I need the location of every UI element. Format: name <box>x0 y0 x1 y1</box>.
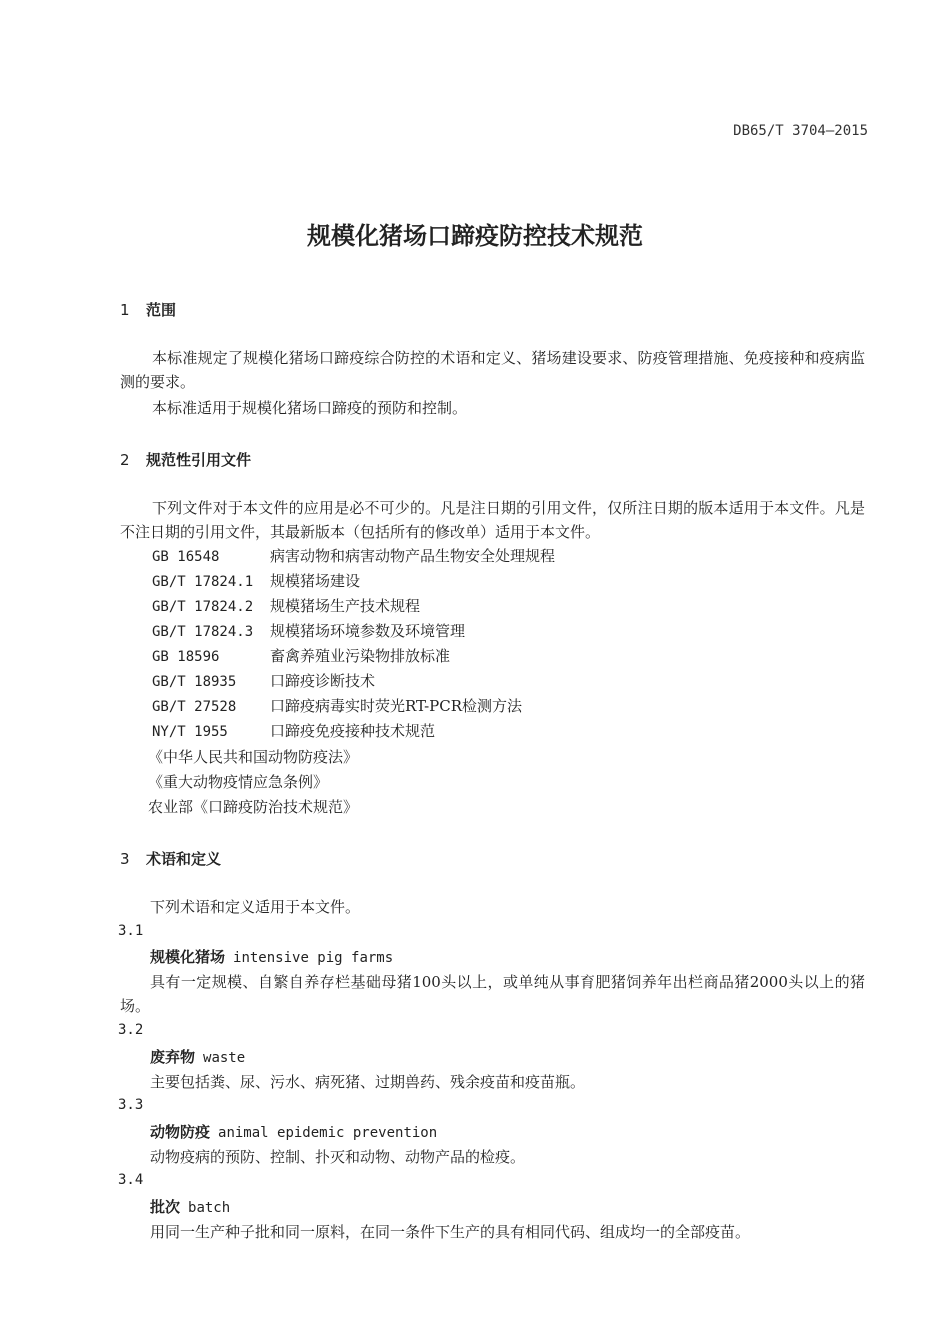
term-name <box>150 946 393 967</box>
section-3-intro: 下列术语和定义适用于本文件。 <box>150 898 361 916</box>
section-1-paragraph-1: 本标准规定了规模化猪场口蹄疫综合防控的术语和定义、猪场建设要求、防疫管理措施、免疫接种和疫病监测的要求。 <box>120 349 865 391</box>
term-name-en: batch <box>188 1200 231 1216</box>
section-1-paragraph-2: 本标准适用于规模化猪场口蹄疫的预防和控制。 <box>152 399 468 417</box>
reference-list <box>152 544 555 744</box>
reference-item <box>152 544 555 569</box>
reference-code: GB/T 27528 <box>152 699 237 715</box>
term-number: 3.2 <box>118 1022 144 1038</box>
reference-title: 规模猪场生产技术规程 <box>270 597 421 615</box>
term-name-cn: 规模化猪场 <box>150 948 226 966</box>
section-title: 规范性引用文件 <box>146 451 252 469</box>
regulation-item: 《重大动物疫情应急条例》 <box>148 773 329 791</box>
reference-item <box>152 644 555 669</box>
reference-title: 口蹄疫免疫接种技术规范 <box>270 722 436 740</box>
section-title: 范围 <box>146 301 177 319</box>
regulation-item: 农业部《口蹄疫防治技术规范》 <box>148 798 359 816</box>
reference-title: 口蹄疫病毒实时荧光RT-PCR检测方法 <box>270 697 523 715</box>
reference-item <box>152 669 555 694</box>
section-number: 3 <box>120 850 130 868</box>
term-name-cn: 动物防疫 <box>150 1123 211 1141</box>
reference-title: 规模猪场建设 <box>270 572 361 590</box>
reference-code: GB/T 17824.2 <box>152 599 254 615</box>
document-title: 规模化猪场口蹄疫防控技术规范 <box>307 222 643 250</box>
reference-item <box>152 569 555 594</box>
term-definition: 动物疫病的预防、控制、扑灭和动物、动物产品的检疫。 <box>150 1148 526 1166</box>
section-2-intro: 下列文件对于本文件的应用是必不可少的。凡是注日期的引用文件，仅所注日期的版本适用于本文件。凡是不注日期的引用文件，其最新版本（包括所有的修改单）适用于本文件。 <box>120 499 865 541</box>
term-number: 3.1 <box>118 923 144 939</box>
term-name-cn: 批次 <box>150 1198 181 1216</box>
term-name-en: waste <box>203 1050 246 1066</box>
term-name-en: intensive pig farms <box>233 950 394 966</box>
reference-code: GB 16548 <box>152 549 220 565</box>
reference-code: NY/T 1955 <box>152 724 228 740</box>
section-3-heading <box>120 848 221 869</box>
section-number: 1 <box>120 301 130 319</box>
document-code: DB65/T 3704—2015 <box>733 123 868 139</box>
reference-item <box>152 694 555 719</box>
term-definition: 主要包括粪、尿、污水、病死猪、过期兽药、残余疫苗和疫苗瓶。 <box>150 1073 586 1091</box>
term-name <box>150 1196 230 1217</box>
section-1-heading <box>120 299 176 320</box>
term-definition: 具有一定规模、自繁自养存栏基础母猪100头以上，或单纯从事育肥猪饲养年出栏商品猪2000头以上的猪场。 <box>120 973 865 1015</box>
reference-item <box>152 719 555 744</box>
term-name-cn: 废弃物 <box>150 1048 196 1066</box>
reference-title: 规模猪场环境参数及环境管理 <box>270 622 466 640</box>
regulation-item: 《中华人民共和国动物防疫法》 <box>148 748 359 766</box>
term-name <box>150 1046 245 1067</box>
reference-code: GB 18596 <box>152 649 220 665</box>
section-title: 术语和定义 <box>146 850 222 868</box>
reference-code: GB/T 17824.3 <box>152 624 254 640</box>
reference-title: 口蹄疫诊断技术 <box>270 672 376 690</box>
term-number: 3.4 <box>118 1172 144 1188</box>
reference-item <box>152 619 555 644</box>
regulation-list <box>148 745 358 820</box>
section-2-heading <box>120 449 251 470</box>
reference-code: GB/T 18935 <box>152 674 237 690</box>
reference-item <box>152 594 555 619</box>
reference-title: 畜禽养殖业污染物排放标准 <box>270 647 451 665</box>
term-name <box>150 1121 437 1142</box>
term-definition: 用同一生产种子批和同一原料，在同一条件下生产的具有相同代码、组成均一的全部疫苗。 <box>150 1223 751 1241</box>
section-number: 2 <box>120 451 130 469</box>
reference-code: GB/T 17824.1 <box>152 574 254 590</box>
term-name-en: animal epidemic prevention <box>218 1125 438 1141</box>
term-number: 3.3 <box>118 1097 144 1113</box>
reference-title: 病害动物和病害动物产品生物安全处理规程 <box>270 547 556 565</box>
